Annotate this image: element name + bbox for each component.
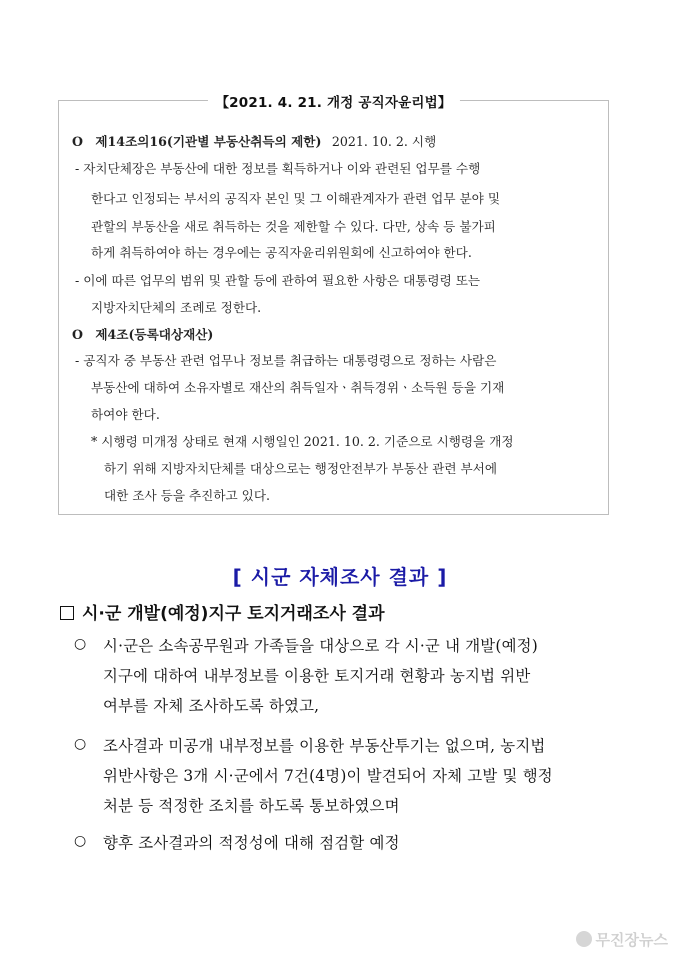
article1-line: 한다고 인정되는 부서의 공직자 본인 및 그 이해관계자가 관련 업무 분야 및 [91, 191, 501, 206]
article2-heading-row [72, 324, 213, 343]
article1-line: 지방자치단체의 조례로 정한다. [91, 300, 262, 315]
article2-line: 하여야 한다. [91, 407, 160, 422]
item2-line: 위반사항은 3개 시·군에서 7건(4명)이 발견되어 자체 고발 및 행정 [103, 767, 553, 785]
note-line: 하기 위해 지방자치단체를 대상으로는 행정안전부가 부동산 관련 부서에 [104, 461, 497, 476]
article1-heading-row [72, 131, 436, 150]
section-title: [ 시군 자체조사 결과 ] [232, 565, 448, 589]
item2-line: 조사결과 미공개 내부정보를 이용한 부동산투기는 없으며, 농지법 [103, 737, 546, 755]
article1-line: 관할의 부동산을 새로 취득하는 것을 제한할 수 있다. 다만, 상속 등 불가피 [91, 219, 496, 234]
item1-line: 지구에 대하여 내부정보를 이용한 토지거래 현황과 농지법 위반 [103, 667, 531, 685]
article2-line: - 공직자 중 부동산 관련 업무나 정보를 취급하는 대통령령으로 정하는 사람은 [75, 353, 497, 368]
circle-bullet-icon: ○ [74, 833, 87, 849]
watermark-logo-icon [576, 931, 592, 947]
subheading [60, 599, 385, 624]
article1-date: 2021. 10. 2. 시행 [331, 134, 437, 149]
article2-heading: 제4조(등록대상재산) [95, 327, 214, 342]
checkbox-square-icon [60, 606, 74, 620]
item2-line: 처분 등 적정한 조치를 하도록 통보하였으며 [103, 797, 400, 815]
article1-line: 하게 취득하여야 하는 경우에는 공직자윤리위원회에 신고하여야 한다. [91, 245, 472, 260]
article1-bullet: O [72, 134, 83, 149]
circle-bullet-icon: ○ [74, 736, 87, 752]
article1-line: - 이에 따른 업무의 범위 및 관할 등에 관하여 필요한 사항은 대통령령 또는 [75, 273, 481, 288]
note-line: * 시행령 미개정 상태로 현재 시행일인 2021. 10. 2. 기준으로 시행령을 개정 [91, 434, 514, 449]
note-line: 대한 조사 등을 추진하고 있다. [104, 488, 271, 503]
law-box-title: 【2021. 4. 21. 개정 공직자윤리법】 [207, 91, 459, 111]
article1-line: - 자치단체장은 부동산에 대한 정보를 획득하거나 이와 관련된 업무를 수행 [75, 161, 481, 176]
item1-line: 여부를 자체 조사하도록 하였고, [103, 697, 320, 715]
item3-line: 향후 조사결과의 적정성에 대해 점검할 예정 [103, 834, 400, 852]
item1-line: 시·군은 소속공무원과 가족들을 대상으로 각 시·군 내 개발(예정) [103, 637, 538, 655]
article2-line: 부동산에 대하여 소유자별로 재산의 취득일자ㆍ취득경위ㆍ소득원 등을 기재 [91, 380, 505, 395]
article1-heading: 제14조의16(기관별 부동산취득의 제한) [95, 134, 322, 149]
subheading-text: 시·군 개발(예정)지구 토지거래조사 결과 [82, 604, 385, 624]
circle-bullet-icon: ○ [74, 636, 87, 652]
watermark-text: 무진장뉴스 [595, 931, 668, 949]
watermark [576, 929, 668, 950]
article2-bullet: O [72, 327, 83, 342]
